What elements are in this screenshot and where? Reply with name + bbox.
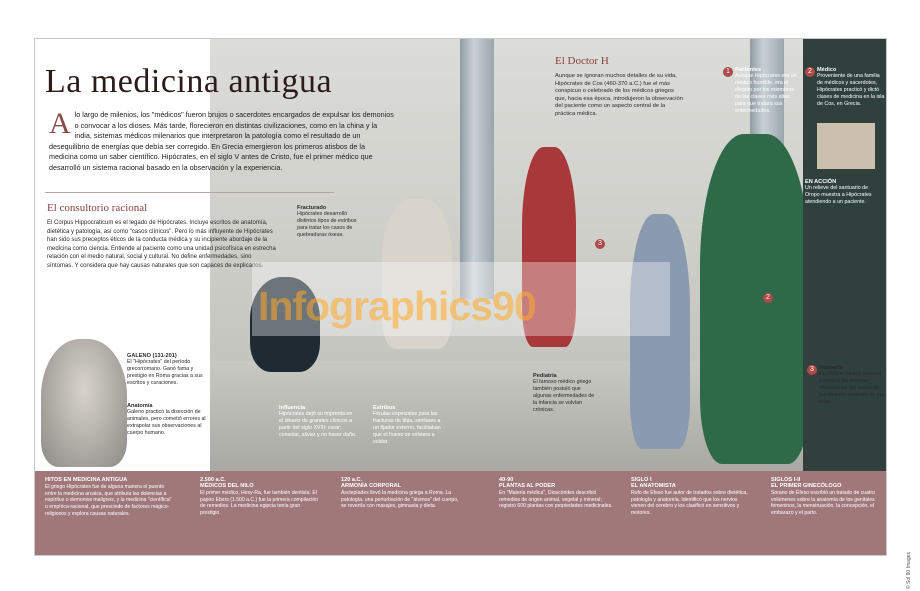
timeline-item — [771, 477, 881, 517]
timeline-item — [200, 477, 320, 517]
timeline-item — [45, 477, 175, 518]
callout-body: Proveniente de una familia de médicos y sacerdotes, Hipócrates practicó y dictó clases de medicina en la isla de Cos, en Grecia. — [817, 73, 885, 107]
callout-title: EN ACCIÓN — [805, 179, 837, 185]
section-title: El consultorio racional — [47, 202, 148, 214]
page-title: La medicina antigua — [45, 63, 333, 100]
divider — [45, 192, 334, 193]
callout-body: El famoso médico griego también postuló que algunas enfermedades de la infancia se volvían crónicas. — [533, 379, 595, 413]
timeline-date: 2.500 a.C. — [200, 477, 226, 483]
column-left — [460, 39, 494, 299]
callout-title: Pediatría — [533, 373, 557, 379]
marker-2-legend: 2 — [805, 67, 815, 77]
dropcap: A — [49, 107, 71, 140]
timeline-body: En "Materia médica", Dioscórides describió remedios de origen animal, vegetal y mineral; registró 600 plantas con propiedades medicinales. — [499, 490, 613, 510]
callout-title: Influencia — [279, 405, 306, 411]
callout-pacientes — [726, 67, 799, 115]
intro-text — [49, 107, 394, 174]
timeline-body: Sorano de Éfeso escribió un tratado de cuatro volúmenes sobre la anatomía de los genitales femeninos, la menstruación, la concepción, el embarazo y el parto. — [771, 490, 875, 517]
callout-body: Hipócrates dejó su impronta en el ideario de grandes clínicos a partir del siglo XVIII: curar; consolar, aliviar y no hacer daño. — [279, 411, 357, 438]
marker-2: 2 — [763, 293, 773, 303]
timeline-band — [35, 471, 886, 555]
callout-en-accion — [805, 179, 881, 206]
timeline-body: Rufo de Éfeso fue autor de tratados sobre dietética, patología y anatomía. Identificó que los nervios vienen del cerebro y los clasificó en sensitivos y motores. — [631, 490, 748, 517]
callout-body: El "Hipócrates" del período grecorromano. Ganó fama y prestigio en Roma gracias a sus escritos y curaciones. — [127, 359, 203, 386]
callout-body: Aunque Hipócrates era un médico humilde, era el elegido por los miembros de las clases más altas para que tratara sus enfermedades. — [735, 73, 797, 114]
timeline-title: PLANTAS AL PODER — [499, 483, 556, 489]
callout-body: Férulas especiales para las fracturas de tibia, similares a un fijador externo, facilitaban que el hueso se volviera a soldar. — [373, 411, 441, 445]
timeline-title: EL ANATOMISTA — [631, 483, 676, 489]
hippocrates-figure — [700, 134, 810, 464]
galen-portrait — [41, 339, 127, 467]
marker-1: 1 — [723, 67, 733, 77]
timeline-item — [631, 477, 749, 517]
callout-fracturado — [297, 205, 359, 239]
callout-anatomia — [127, 403, 211, 437]
callout-estribos — [373, 405, 445, 446]
callout-posparto — [810, 365, 885, 406]
timeline-body: El griego Hipócrates fue de alguna manera el puente entre la medicina arcaica, que atribuía las dolencias a espíritus o demonios malignos, y la medicina "científica" o empírica-racional, que prescinde de factores mágico-religiosos y explora causas naturales. — [45, 484, 172, 517]
timeline-title: HITOS EN MEDICINA ANTIGUA — [45, 477, 128, 483]
callout-title: Anatomía — [127, 403, 153, 409]
timeline-item — [499, 477, 617, 510]
callout-body: Galeno practicó la disección de animales, pero cometió errores al extrapolar sus observaciones al cuerpo humano. — [127, 409, 206, 436]
timeline-title: EL PRIMER GINECÓLOGO — [771, 483, 842, 489]
marker-3-legend: 3 — [807, 365, 817, 375]
callout-body: El célebre médico observó y analizó las posibles alteraciones del ánimo de las mujeres después de dar a luz. — [819, 371, 885, 405]
timeline-title: ARMONÍA CORPORAL — [341, 483, 402, 489]
callout-medico — [808, 67, 885, 108]
callout-body: Un relieve del santuario de Oropo muestra a Hipócrates atendiendo a un paciente. — [805, 185, 872, 205]
timeline-date: 40-90 — [499, 477, 514, 483]
timeline-date: SIGLO I — [631, 477, 652, 483]
section-body: El Corpus Hippocraticum es el legado de Hipócrates. Incluye escritos de anatomía, dietética y patología, así como "casos clínicos". Pero lo más influyente de Hipócrates han sido sus preceptos éticos de la conducta médica y su incipiente abordaje de la medicina como ciencia. Entiende al paciente como una unidad psicofísica en estrecha relación con el medio natural, social y cultural. No define enfermedades, sino síntomas. Y considera que hay causas naturales que son capaces de explicarlos. — [47, 220, 276, 269]
callout-title: Estribos — [373, 405, 396, 411]
callout-title: Fracturado — [297, 205, 327, 211]
intro-body: lo largo de milenios, los "médicos" fueron brujos o sacerdotes encargados de expulsar los demonios o convocar a los dioses. Más tarde, florecieron en distintas civilizaciones, como en la china y la india, sistemas médicos milenarios que interpretaron la patología como el resultado de un desequilibrio de energías que debía ser corregido. En Grecia emergieron los primeros atisbos de la medicina como un saber científico. Hipócrates, en el siglo V antes de Cristo, fue el primer médico que desarrolló un sistema racional basado en la observación y la experiencia. — [49, 110, 394, 172]
relief-image — [817, 123, 875, 169]
callout-body: Hipócrates desarrolló distintos tipos de estribos para tratar los casos de quebraduras óseas. — [297, 211, 357, 238]
timeline-date: 120 a.C. — [341, 477, 363, 483]
image-credit: © Sol 90 Images — [906, 552, 912, 590]
callout-influencia — [279, 405, 357, 439]
timeline-body: Asclepíades llevó la medicina griega a Roma. La patología, una perturbación de "átomos" del cuerpo, se revertía con masajes, gimnasia y dieta. — [341, 490, 459, 510]
timeline-date: SIGLOS I-II — [771, 477, 801, 483]
callout-title: Pacientes — [735, 67, 762, 73]
timeline-title: MÉDICOS DEL NILO — [200, 483, 254, 489]
callout-title: Posparto — [819, 365, 844, 371]
callout-title: GALENO (131-201) — [127, 353, 177, 359]
callout-title: Médico — [817, 67, 837, 73]
marker-3: 3 — [595, 239, 605, 249]
doctor-box — [555, 55, 685, 119]
timeline-body: El primer médico, Hesy-Ra, fue también dentista. El papiro Ebers (1.500 a.C.) fue la primera compilación de remedios. La medicina egipcia tenía gran prestigio. — [200, 490, 319, 517]
watermark: Infographics90 — [258, 283, 536, 329]
callout-pediatria — [533, 373, 597, 414]
doctor-title: El Doctor H — [555, 55, 609, 67]
callout-galeno — [127, 353, 207, 387]
doctor-body: Aunque se ignoran muchos detalles de su vida, Hipócrates de Cos (460-370 a.C.) fue el más conspicuo o celebrado de los médicos griegos que, hacia esa época, introdujeron la observación del paciente como un aspecto central de la práctica médica. — [555, 73, 683, 117]
timeline-item — [341, 477, 461, 510]
